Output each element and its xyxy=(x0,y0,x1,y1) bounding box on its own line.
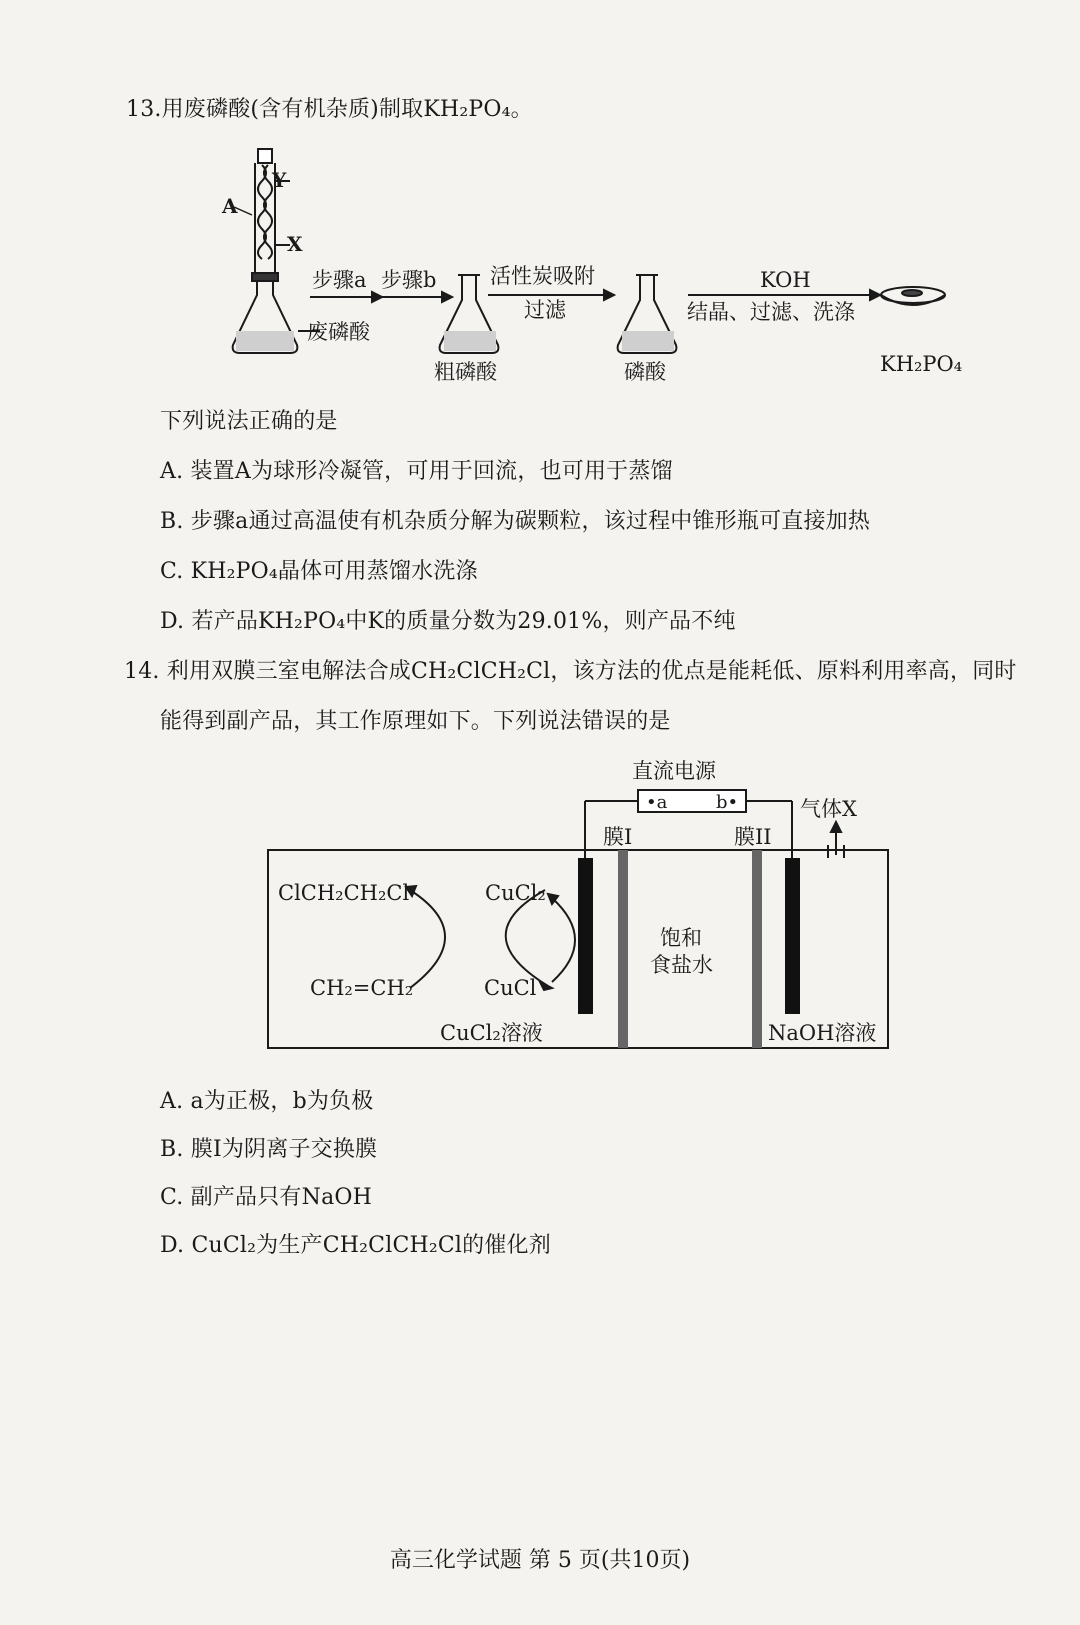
label-product-dce: ClCH₂CH₂Cl xyxy=(278,881,410,905)
label-waste-acid: 废磷酸 xyxy=(307,320,370,344)
label-cucl2: CuCl₂ xyxy=(485,881,546,905)
membrane-1-bar xyxy=(618,850,628,1048)
label-x: X xyxy=(287,232,303,256)
q13-option-a: A. 装置A为球形冷凝管，可用于回流，也可用于蒸馏 xyxy=(160,459,673,484)
q14-stem-line1: 14. 利用双膜三室电解法合成CH₂ClCH₂Cl，该方法的优点是能耗低、原料利用率高，同时 xyxy=(124,659,1017,684)
label-terminal-b: b• xyxy=(716,792,739,813)
label-step-a: 步骤a xyxy=(312,268,367,292)
label-ethylene: CH₂=CH₂ xyxy=(310,976,414,1000)
label-crude-acid: 粗磷酸 xyxy=(434,360,497,384)
q14-electrolysis-figure xyxy=(0,750,1080,1080)
q13-prompt: 下列说法正确的是 xyxy=(160,409,338,434)
q13-apparatus-figure xyxy=(0,135,1080,435)
q14-option-a: A. a为正极，b为负极 xyxy=(160,1089,374,1114)
label-a: A xyxy=(222,194,238,218)
label-activated-carbon: 活性炭吸附 xyxy=(490,264,595,288)
q13-option-d: D. 若产品KH₂PO₄中K的质量分数为29.01%，则产品不纯 xyxy=(160,609,736,634)
q14-stem-line2: 能得到副产品，其工作原理如下。下列说法错误的是 xyxy=(160,709,671,734)
q14-option-c: C. 副产品只有NaOH xyxy=(160,1185,373,1210)
label-filter: 过滤 xyxy=(524,298,566,322)
label-phosphoric-acid: 磷酸 xyxy=(624,360,666,384)
q14-option-b: B. 膜I为阴离子交换膜 xyxy=(160,1137,378,1162)
label-y: Y xyxy=(272,168,287,192)
label-koh: KOH xyxy=(760,268,811,292)
label-membrane-1: 膜I xyxy=(603,825,633,849)
label-dc-power: 直流电源 xyxy=(632,759,716,783)
q13-option-b: B. 步骤a通过高温使有机杂质分解为碳颗粒，该过程中锥形瓶可直接加热 xyxy=(160,509,871,534)
q13-stem: 13.用废磷酸(含有机杂质)制取KH₂PO₄。 xyxy=(126,97,533,122)
cathode-electrode xyxy=(785,858,800,1014)
q14-option-d: D. CuCl₂为生产CH₂ClCH₂Cl的催化剂 xyxy=(160,1233,551,1258)
label-brine-2: 食盐水 xyxy=(650,953,713,977)
label-brine-1: 饱和 xyxy=(660,926,702,950)
label-cucl2-solution: CuCl₂溶液 xyxy=(440,1021,543,1045)
arrow-steps-icon xyxy=(310,292,452,302)
phosphoric-acid-flask-icon xyxy=(618,275,677,353)
label-product: KH₂PO₄ xyxy=(880,352,963,376)
label-gas-x: 气体X xyxy=(800,797,857,821)
q13-option-c: C. KH₂PO₄晶体可用蒸馏水洗涤 xyxy=(160,559,478,584)
page-footer: 高三化学试题 第 5 页(共10页) xyxy=(389,1548,691,1573)
label-terminal-a: •a xyxy=(646,792,668,813)
gas-outlet-arrow-icon xyxy=(828,822,844,858)
evaporating-dish-icon xyxy=(881,287,945,305)
anode-electrode xyxy=(578,858,593,1014)
membrane-2-bar xyxy=(752,850,762,1048)
label-cucl: CuCl xyxy=(484,976,537,1000)
label-step-b: 步骤b xyxy=(381,268,437,292)
label-crystallize: 结晶、过滤、洗涤 xyxy=(687,300,855,324)
label-naoh-solution: NaOH溶液 xyxy=(768,1021,877,1045)
label-membrane-2: 膜II xyxy=(734,825,772,849)
